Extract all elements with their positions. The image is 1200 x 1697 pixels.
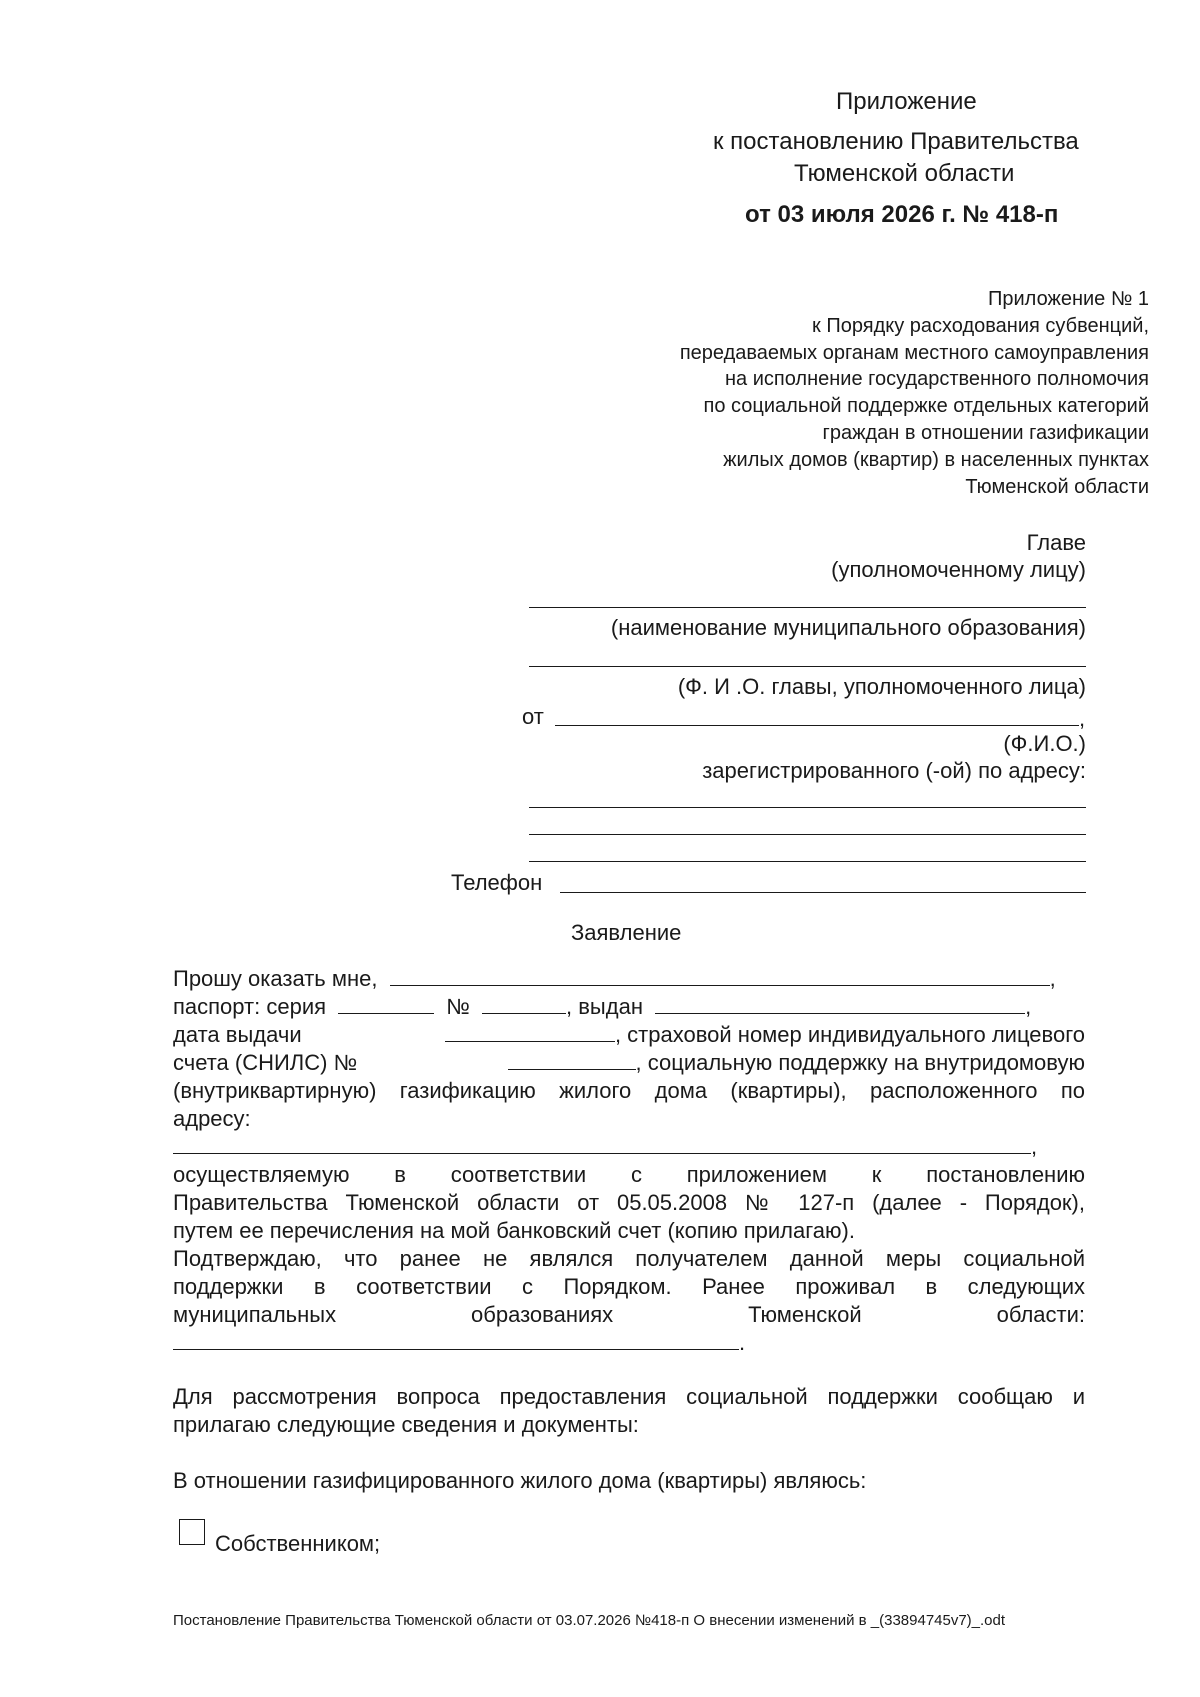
municipality-line[interactable] (529, 607, 1086, 608)
owner-checkbox[interactable] (179, 1519, 205, 1545)
resolution-line-1: к постановлению Правительства (713, 128, 1079, 155)
statement-line-7 (173, 1133, 1085, 1161)
from-comma: , (1079, 706, 1086, 731)
appendix-1-line: по социальной поддержке отдельных категорий (703, 395, 1149, 418)
statement-line-12: поддержки в соответствии с Порядком. Ранее проживал в следующих (173, 1274, 1085, 1299)
issued-by-field[interactable] (655, 993, 1025, 1014)
statement-paragraph (173, 965, 1085, 1357)
property-address-field[interactable] (173, 1133, 1031, 1154)
issue-date-field[interactable] (445, 1021, 615, 1042)
owner-option-label: Собственником; (215, 1531, 381, 1556)
applicant-fio-line[interactable] (555, 725, 1079, 726)
authorized-person: (уполномоченному лицу) (831, 557, 1086, 582)
passport-series-label: паспорт: серия (173, 994, 327, 1019)
previous-municipalities-field[interactable] (173, 1329, 739, 1350)
statement-line-9: Правительства Тюменской области от 05.05.2008 № 127-п (далее - Порядок), (173, 1190, 1085, 1215)
ownership-paragraph (173, 1467, 1085, 1495)
phone-line[interactable] (560, 892, 1086, 893)
address-line-3[interactable] (529, 861, 1086, 862)
passport-number-field[interactable] (482, 993, 566, 1014)
statement-line-13: муниципальных образованиях Тюменской области: (173, 1302, 1085, 1327)
comma: , (1049, 966, 1056, 991)
appendix-1-line: Приложение № 1 (988, 288, 1149, 310)
appendix-title: Приложение (836, 88, 977, 115)
statement-line-8: осуществляемую в соответствии с приложением к постановлению (173, 1162, 1085, 1187)
snils-label-part2: счета (СНИЛС) № (173, 1050, 358, 1075)
to-head: Главе (1026, 530, 1086, 555)
from-label: от (522, 704, 544, 729)
documents-paragraph (173, 1383, 1085, 1439)
period: . (739, 1330, 746, 1355)
snils-field[interactable] (508, 1049, 636, 1070)
appendix-1-line: передаваемых органам местного самоуправления (679, 341, 1149, 364)
statement-line-6: адресу: (173, 1106, 251, 1131)
comma: , (1025, 994, 1032, 1019)
statement-line-4 (173, 1049, 1085, 1077)
statement-line-2 (173, 993, 1085, 1021)
fio-caption: (Ф.И.О.) (1003, 731, 1086, 756)
address-line-1[interactable] (529, 807, 1086, 808)
statement-line-11: Подтверждаю, что ранее не являлся получателем данной меры социальной (173, 1246, 1085, 1271)
head-name-caption: (Ф. И .О. главы, уполномоченного лица) (677, 674, 1086, 699)
ownership-line: В отношении газифицированного жилого дома (квартиры) являюсь: (173, 1468, 867, 1493)
issued-label: , выдан (566, 994, 643, 1019)
statement-line-14 (173, 1329, 1085, 1357)
appendix-1-line: на исполнение государственного полномочия (724, 368, 1149, 391)
statement-line-10: путем ее перечисления на мой банковский счет (копию прилагаю). (173, 1218, 855, 1243)
documents-line-1: Для рассмотрения вопроса предоставления социальной поддержки сообщаю и (173, 1384, 1085, 1409)
statement-line-5: (внутриквартирную) газификацию жилого дома (квартиры), расположенного по (173, 1078, 1085, 1103)
head-name-line[interactable] (529, 666, 1086, 667)
resolution-date-number: от 03 июля 2026 г. № 418-п (745, 201, 1059, 228)
support-type-field[interactable] (390, 965, 1050, 986)
footer-text: Постановление Правительства Тюменской области от 03.07.2026 №418-п О внесении изменений в _(33894745v7)_.odt (173, 1612, 1006, 1629)
issue-date-label: дата выдачи (173, 1022, 302, 1047)
phone-label: Телефон (451, 870, 543, 895)
documents-line-2: прилагаю следующие сведения и документы: (173, 1412, 639, 1437)
appendix-1-line: Тюменской области (965, 475, 1149, 498)
statement-line-3 (173, 1021, 1085, 1049)
passport-series-field[interactable] (338, 993, 434, 1014)
statement-title: Заявление (571, 920, 682, 945)
appendix-1-line: граждан в отношении газификации (822, 421, 1149, 444)
snils-label-part1: , страховой номер индивидуального лицевого (614, 1022, 1085, 1047)
address-line-2[interactable] (529, 834, 1086, 835)
passport-number-label: № (446, 994, 470, 1019)
municipality-caption: (наименование муниципального образования) (610, 615, 1086, 640)
appendix-1-line: к Порядку расходования субвенций, (812, 314, 1149, 337)
appendix-1-line: жилых домов (квартир) в населенных пунктах (723, 448, 1149, 471)
request-prefix: Прошу оказать мне, (173, 966, 378, 991)
statement-line-1 (173, 965, 1085, 993)
registered-address-label: зарегистрированного (-ой) по адресу: (702, 758, 1086, 783)
support-label: , социальную поддержку на внутридомовую (635, 1050, 1085, 1075)
resolution-line-2: Тюменской области (794, 160, 1015, 187)
appendix-1-block (680, 286, 1149, 500)
comma: , (1031, 1134, 1038, 1159)
